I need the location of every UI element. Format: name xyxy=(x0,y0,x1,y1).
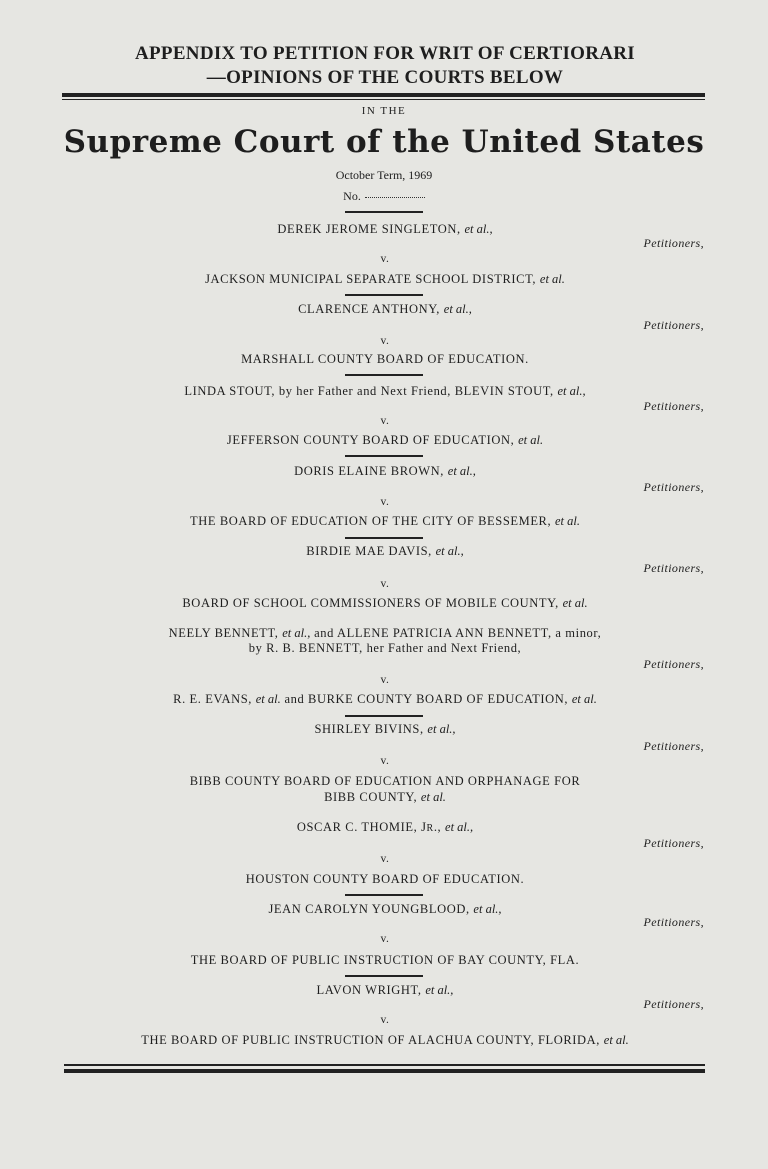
case-7-petitioner: SHIRLEY BIVINS, et al., xyxy=(314,722,456,736)
case-10-versus: v. xyxy=(380,1014,390,1026)
case-6-petitioner-line1: NEELY BENNETT, et al., and ALLENE PATRICIA ANN BENNETT, a minor, xyxy=(168,626,602,640)
case-7-respondent-line1: BIBB COUNTY BOARD OF EDUCATION AND ORPHANAGE FOR xyxy=(189,774,581,788)
case-10-respondent: THE BOARD OF PUBLIC INSTRUCTION OF ALACHUA COUNTY, FLORIDA, et al. xyxy=(141,1033,629,1047)
case-10-petitioners-label: Petitioners, xyxy=(643,997,704,1011)
separator xyxy=(345,374,423,376)
heading-thin-rule xyxy=(62,99,705,100)
case-4-respondent: THE BOARD OF EDUCATION OF THE CITY OF BESSEMER, et al. xyxy=(190,514,580,528)
case-7-petitioners-label: Petitioners, xyxy=(643,739,704,753)
case-4-petitioners-label: Petitioners, xyxy=(643,480,704,494)
case-5-petitioners-label: Petitioners, xyxy=(643,561,704,575)
appendix-heading-line2: —OPINIONS OF THE COURTS BELOW xyxy=(206,67,564,88)
case-6-petitioners-label: Petitioners, xyxy=(643,657,704,671)
separator xyxy=(345,975,423,977)
case-6-versus: v. xyxy=(380,674,390,686)
case-3-versus: v. xyxy=(380,415,390,427)
case-2-respondent: MARSHALL COUNTY BOARD OF EDUCATION. xyxy=(241,352,529,366)
separator xyxy=(345,211,423,213)
in-the-label: IN THE xyxy=(361,105,407,117)
separator xyxy=(345,455,423,457)
separator xyxy=(345,894,423,896)
heading-thick-rule xyxy=(62,93,705,97)
case-5-petitioner: BIRDIE MAE DAVIS, et al., xyxy=(306,544,464,558)
separator xyxy=(345,294,423,296)
case-8-respondent: HOUSTON COUNTY BOARD OF EDUCATION. xyxy=(245,872,525,886)
case-6-petitioner-line2: by R. B. BENNETT, her Father and Next Friend, xyxy=(248,641,522,655)
case-1-petitioner: DEREK JEROME SINGLETON, et al., xyxy=(277,222,493,236)
case-2-petitioners-label: Petitioners, xyxy=(643,318,704,332)
case-9-versus: v. xyxy=(380,933,390,945)
case-9-respondent: THE BOARD OF PUBLIC INSTRUCTION OF BAY COUNTY, FLA. xyxy=(190,953,580,967)
case-3-respondent: JEFFERSON COUNTY BOARD OF EDUCATION, et al. xyxy=(226,433,544,447)
case-3-petitioner: LINDA STOUT, by her Father and Next Friend, BLEVIN STOUT, et al., xyxy=(184,384,586,398)
separator xyxy=(345,537,423,539)
court-term: October Term, 1969 xyxy=(335,168,433,182)
case-7-respondent-line2: BIBB COUNTY, et al. xyxy=(324,790,446,804)
case-10-petitioner: LAVON WRIGHT, et al., xyxy=(316,983,454,997)
case-4-petitioner: DORIS ELAINE BROWN, et al., xyxy=(294,464,476,478)
separator xyxy=(345,715,423,717)
case-9-petitioner: JEAN CAROLYN YOUNGBLOOD, et al., xyxy=(268,902,502,916)
docket-number-blank xyxy=(365,197,425,198)
case-2-petitioner: CLARENCE ANTHONY, et al., xyxy=(298,302,472,316)
case-8-versus: v. xyxy=(380,853,390,865)
case-1-petitioners-label: Petitioners, xyxy=(643,236,704,250)
footer-thin-rule xyxy=(64,1064,705,1066)
case-8-petitioners-label: Petitioners, xyxy=(643,836,704,850)
case-8-petitioner: OSCAR C. THOMIE, JR., et al., xyxy=(296,820,474,834)
case-7-versus: v. xyxy=(380,755,390,767)
case-5-versus: v. xyxy=(380,578,390,590)
case-4-versus: v. xyxy=(380,496,390,508)
case-3-petitioners-label: Petitioners, xyxy=(643,399,704,413)
case-9-petitioners-label: Petitioners, xyxy=(643,915,704,929)
docket-number-label: No. xyxy=(343,189,361,203)
court-name: Supreme Court of the United States xyxy=(63,124,705,160)
case-6-respondent: R. E. EVANS, et al. and BURKE COUNTY BOARD OF EDUCATION, et al. xyxy=(173,692,597,706)
docket-number xyxy=(0,189,768,204)
footer-thick-rule xyxy=(64,1069,705,1073)
case-2-versus: v. xyxy=(380,335,390,347)
case-1-versus: v. xyxy=(380,253,390,265)
case-1-respondent: JACKSON MUNICIPAL SEPARATE SCHOOL DISTRICT, et al. xyxy=(205,272,565,286)
appendix-heading-line1: APPENDIX TO PETITION FOR WRIT OF CERTIORARI xyxy=(135,43,635,64)
case-5-respondent: BOARD OF SCHOOL COMMISSIONERS OF MOBILE COUNTY, et al. xyxy=(182,596,588,610)
